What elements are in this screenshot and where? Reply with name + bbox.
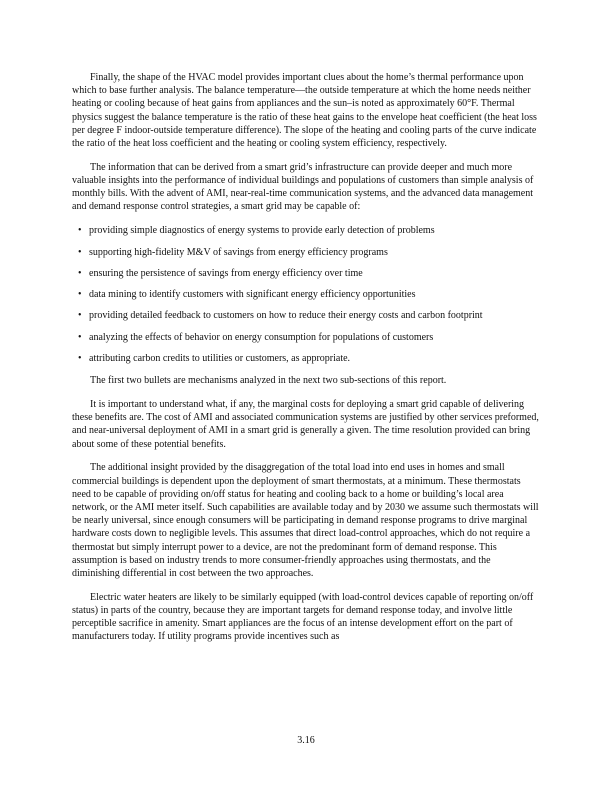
bullet-icon: • xyxy=(78,289,82,301)
bullet-text: data mining to identify customers with significant energy efficiency opportunities xyxy=(89,289,416,301)
bullet-item xyxy=(72,224,540,237)
capabilities-bullet-list xyxy=(72,224,540,365)
page-number: 3.16 xyxy=(297,735,315,746)
paragraph-smart-thermostats: The additional insight provided by the disaggregation of the total load into end uses in homes and small commercial buildings is dependent upon the deployment of smart thermostats, at a minimum. These thermostats need to be capable of providing on/off status for heating and cooling back to a home or building’s local area network, or the AMI meter itself. Such capabilities are available today and by 2030 we assume such thermostats will be nearly universal, since enough consumers will be participating in demand response programs to drive marginal hardware costs down to negligible levels. This assumes that direct load-control approaches, which do not require a thermostat but simply interrupt power to a device, are not the predominant form of demand response. This assumption is based on industry trends to more consumer-friendly approaches using thermostats, and the diminishing differential in cost between the two approaches. xyxy=(72,462,539,580)
paragraph-smart-grid-insights: The information that can be derived from a smart grid’s infrastructure can provide deeper and much more valuable insights into the performance of individual buildings and populations of customers than simple analysis of monthly bills. With the advent of AMI, near-real-time communication systems, and the advanced data management and demand response control strategies, a smart grid may be capable of: xyxy=(72,161,534,213)
bullet-item xyxy=(72,267,540,280)
bullet-text: attributing carbon credits to utilities or customers, as appropriate. xyxy=(89,353,351,364)
bullet-icon: • xyxy=(78,246,82,258)
bullet-text: providing simple diagnostics of energy systems to provide early detection of problems xyxy=(89,225,435,237)
bullet-text: supporting high-fidelity M&V of savings from energy efficiency programs xyxy=(89,246,388,258)
paragraph-first-two-bullets: The first two bullets are mechanisms analyzed in the next two sub-sections of this report. xyxy=(90,375,447,387)
paragraph-water-heaters: Electric water heaters are likely to be similarly equipped (with load-control devices capable of reporting on/off status) in parts of the country, because they are important targets for demand response today, and involve little perceptible sacrifice in amenity. Smart appliances are the focus of an intense development effort on the part of manufacturers today. If utility programs provide incentives such as xyxy=(72,591,534,643)
bullet-item xyxy=(72,246,540,259)
bullet-item xyxy=(72,352,540,365)
bullet-icon: • xyxy=(78,331,82,343)
bullet-item xyxy=(72,309,540,322)
document-body xyxy=(72,71,540,654)
bullet-item xyxy=(72,331,540,344)
bullet-icon: • xyxy=(78,225,82,237)
bullet-item xyxy=(72,288,540,301)
paragraph-marginal-costs: It is important to understand what, if any, the marginal costs for deploying a smart grid capable of delivering these benefits are. The cost of AMI and associated communication systems are justified by other services preformed, and near-universal deployment of AMI in a smart grid is generally a given. The time resolution provided can bring about some of these potential benefits. xyxy=(72,399,539,450)
bullet-icon: • xyxy=(78,267,82,279)
bullet-icon: • xyxy=(78,353,82,364)
bullet-text: analyzing the effects of behavior on energy consumption for populations of customers xyxy=(89,331,434,343)
bullet-text: providing detailed feedback to customers on how to reduce their energy costs and carbon footprint xyxy=(89,310,483,322)
bullet-text: ensuring the persistence of savings from energy efficiency over time xyxy=(89,267,363,279)
paragraph-hvac-model: Finally, the shape of the HVAC model provides important clues about the home’s thermal performance upon which to base further analysis. The balance temperature—the outside temperature at which the home needs neither heating or cooling because of heat gains from appliances and the sun–is noted as approximately 60°F. Thermal physics suggest the balance temperature is the ratio of these heat gains to the envelope heat coefficient (the heat loss per degree F indoor-outside temperature difference). The slope of the heating and cooling parts of the curve indicate the ratio of the heat loss coefficient and the heating or cooling system efficiency, respectively. xyxy=(72,72,537,150)
bullet-icon: • xyxy=(78,310,82,322)
